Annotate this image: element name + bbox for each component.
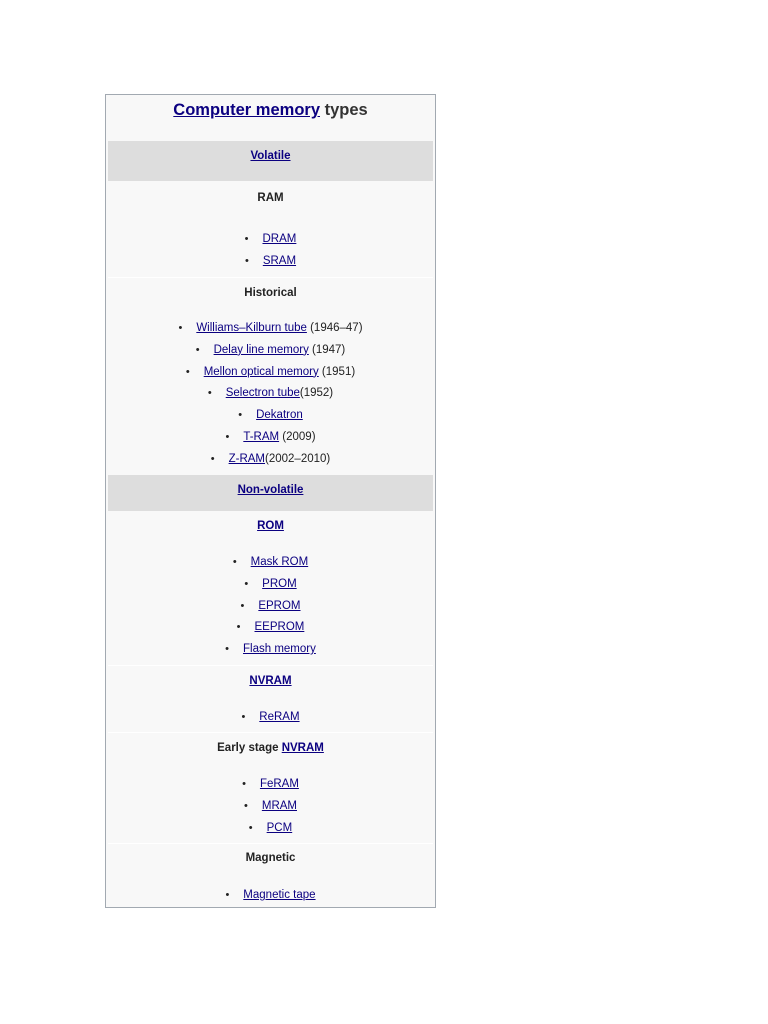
reram-link[interactable]: ReRAM bbox=[259, 711, 300, 723]
subheader-early-stage-nvram bbox=[106, 742, 435, 754]
bullet-icon: • bbox=[244, 799, 248, 812]
bullet-icon: • bbox=[240, 599, 245, 612]
bullet-icon: • bbox=[244, 577, 249, 590]
list-item bbox=[106, 229, 435, 251]
list-item bbox=[106, 796, 435, 818]
feram-link[interactable]: FeRAM bbox=[259, 778, 299, 790]
eprom-link[interactable]: EPROM bbox=[258, 599, 301, 612]
item-year: (1952) bbox=[299, 387, 334, 400]
list-item bbox=[106, 552, 435, 574]
computer-memory-link[interactable]: Computer memory bbox=[173, 101, 320, 119]
ram-list bbox=[106, 229, 435, 273]
group-header-non-volatile bbox=[108, 475, 433, 511]
list-item bbox=[106, 449, 435, 471]
bullet-icon: • bbox=[238, 409, 243, 422]
magnetic-tape-link[interactable]: Magnetic tape bbox=[243, 889, 316, 901]
list-item bbox=[106, 774, 435, 796]
t-ram-link[interactable]: T-RAM bbox=[243, 430, 280, 443]
prom-link[interactable]: PROM bbox=[262, 577, 297, 590]
list-item bbox=[106, 639, 435, 661]
delay-line-memory-link[interactable]: Delay line memory bbox=[213, 343, 309, 356]
nvram-list bbox=[106, 707, 435, 729]
list-item bbox=[106, 885, 435, 907]
bullet-icon: • bbox=[225, 643, 229, 656]
pcm-link[interactable]: PCM bbox=[266, 821, 293, 834]
sram-link[interactable]: SRAM bbox=[262, 254, 297, 267]
subheader-nvram bbox=[106, 675, 435, 687]
item-year: (1947) bbox=[308, 343, 346, 356]
bullet-icon: • bbox=[185, 365, 190, 378]
list-item bbox=[106, 427, 435, 449]
navbox-title bbox=[106, 101, 435, 120]
bullet-icon: • bbox=[207, 387, 212, 400]
eeprom-link[interactable]: EEPROM bbox=[254, 621, 305, 634]
flash-memory-link[interactable]: Flash memory bbox=[243, 643, 316, 656]
early-nvram-link[interactable]: NVRAM bbox=[281, 742, 324, 754]
divider bbox=[108, 277, 433, 278]
list-item bbox=[106, 707, 435, 729]
list-item bbox=[106, 383, 435, 405]
early-nvram-list bbox=[106, 774, 435, 839]
navbox-computer-memory-types bbox=[105, 94, 436, 908]
bullet-icon: • bbox=[244, 254, 249, 267]
bullet-icon: • bbox=[242, 778, 246, 790]
mask-rom-link[interactable]: Mask ROM bbox=[250, 556, 309, 568]
list-item bbox=[106, 318, 435, 340]
divider bbox=[108, 843, 433, 844]
historical-list bbox=[106, 318, 435, 471]
group-header-volatile bbox=[108, 141, 433, 181]
z-ram-link[interactable]: Z-RAM bbox=[228, 452, 266, 465]
list-item bbox=[106, 340, 435, 362]
title-suffix: types bbox=[320, 101, 368, 119]
subheader-rom bbox=[106, 520, 435, 532]
list-item bbox=[106, 251, 435, 273]
volatile-link[interactable]: Volatile bbox=[250, 150, 291, 162]
early-stage-label: Early stage bbox=[217, 742, 282, 754]
list-item bbox=[106, 405, 435, 427]
bullet-icon: • bbox=[225, 430, 230, 443]
subheader-historical: Historical bbox=[244, 287, 297, 299]
rom-list bbox=[106, 552, 435, 661]
mellon-optical-memory-link[interactable]: Mellon optical memory bbox=[203, 365, 319, 378]
bullet-icon: • bbox=[248, 821, 253, 834]
divider bbox=[108, 665, 433, 666]
williams-kilburn-tube-link[interactable]: Williams–Kilburn tube bbox=[196, 322, 307, 334]
bullet-icon: • bbox=[178, 322, 183, 334]
list-item bbox=[106, 574, 435, 596]
item-year: (1946–47) bbox=[306, 322, 363, 334]
non-volatile-link[interactable]: Non-volatile bbox=[237, 484, 304, 496]
item-year: (2009) bbox=[279, 430, 316, 443]
bullet-icon: • bbox=[210, 452, 215, 465]
bullet-icon: • bbox=[241, 711, 246, 723]
divider bbox=[108, 732, 433, 733]
bullet-icon: • bbox=[195, 343, 200, 356]
bullet-icon: • bbox=[225, 889, 230, 901]
magnetic-list bbox=[106, 885, 435, 907]
subheader-ram: RAM bbox=[257, 192, 284, 204]
selectron-tube-link[interactable]: Selectron tube bbox=[225, 387, 300, 400]
item-year: (2002–2010) bbox=[265, 452, 331, 465]
dram-link[interactable]: DRAM bbox=[262, 233, 297, 245]
list-item bbox=[106, 617, 435, 639]
subheader-magnetic: Magnetic bbox=[245, 852, 296, 864]
list-item bbox=[106, 596, 435, 618]
mram-link[interactable]: MRAM bbox=[261, 799, 297, 812]
bullet-icon: • bbox=[232, 556, 237, 568]
bullet-icon: • bbox=[236, 621, 241, 634]
nvram-link[interactable]: NVRAM bbox=[249, 675, 292, 687]
dekatron-link[interactable]: Dekatron bbox=[256, 409, 303, 422]
list-item bbox=[106, 362, 435, 384]
bullet-icon: • bbox=[244, 233, 249, 245]
item-year: (1951) bbox=[318, 365, 356, 378]
rom-link[interactable]: ROM bbox=[257, 520, 284, 532]
list-item bbox=[106, 818, 435, 840]
